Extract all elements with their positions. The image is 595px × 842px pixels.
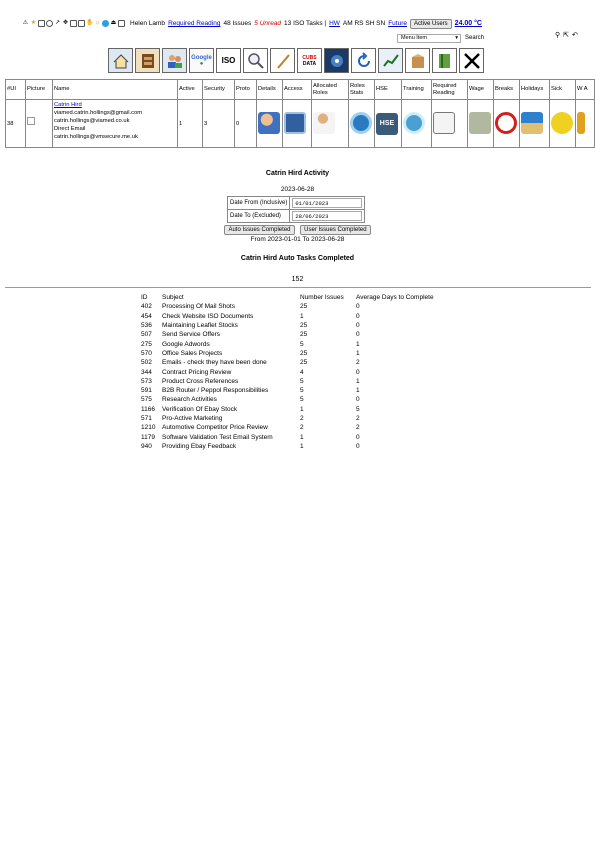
task-subject: Verification Of Ebay Stock xyxy=(162,405,238,413)
column-header: Details xyxy=(257,80,283,100)
column-header: Required Reading xyxy=(432,80,468,100)
table-row xyxy=(141,321,456,330)
magnifier-icon[interactable] xyxy=(243,48,268,73)
column-header: Wage xyxy=(468,80,494,100)
task-number-issues: 2 xyxy=(300,424,304,432)
task-subject: Product Cross References xyxy=(162,377,239,385)
task-average-days: 0 xyxy=(356,396,360,404)
date-range-form xyxy=(227,196,365,223)
column-header: #UI xyxy=(6,80,26,100)
task-id: 591 xyxy=(141,387,152,395)
task-id: 502 xyxy=(141,359,152,367)
open-book-icon[interactable] xyxy=(433,112,455,134)
task-number-issues: 25 xyxy=(300,349,308,357)
user-table-header xyxy=(6,80,595,100)
task-number-issues: 1 xyxy=(300,405,304,413)
wage-cell xyxy=(468,100,494,148)
task-average-days: 0 xyxy=(356,433,360,441)
menu-row xyxy=(397,33,484,43)
user-email-1: viamed.catrin.hollings@gmail.com xyxy=(54,110,143,116)
column-header: Active xyxy=(178,80,203,100)
table-row xyxy=(141,358,456,367)
task-average-days: 2 xyxy=(356,424,360,432)
table-row xyxy=(6,100,595,148)
wand-icon[interactable]: ↗ xyxy=(54,20,61,26)
direct-email-label: Direct Email xyxy=(54,126,86,132)
task-id: 940 xyxy=(141,442,152,450)
task-average-days: 1 xyxy=(356,340,360,348)
star-icon[interactable]: ★ xyxy=(30,20,37,26)
task-number-issues: 1 xyxy=(300,442,304,450)
task-average-days: 1 xyxy=(356,387,360,395)
upload-icon[interactable]: ⏏ xyxy=(110,20,117,26)
task-id: 570 xyxy=(141,349,152,357)
task-subject: Emails - check they have been done xyxy=(162,359,267,367)
refresh-icon[interactable] xyxy=(351,48,376,73)
task-subject: Processing Of Mail Shots xyxy=(162,303,235,311)
google-icon[interactable]: Google ● xyxy=(189,48,214,73)
graph-icon[interactable] xyxy=(378,48,403,73)
column-header: Name xyxy=(53,80,178,100)
table-row xyxy=(141,339,456,348)
column-header: Number Issues xyxy=(300,294,344,302)
alarm-clock-icon[interactable] xyxy=(495,112,517,134)
skype-icon[interactable] xyxy=(102,20,109,27)
date-to-label: Date To (Excluded) xyxy=(228,210,290,223)
menu-item-select[interactable] xyxy=(397,34,461,43)
search-label[interactable]: Search xyxy=(465,35,485,41)
task-id: 1179 xyxy=(141,433,155,441)
training-icon[interactable] xyxy=(403,112,425,134)
user-picture-cell xyxy=(26,100,53,148)
details-cell xyxy=(257,100,283,148)
money-icon[interactable] xyxy=(469,112,491,134)
temperature-link[interactable]: 24.00 °C xyxy=(454,20,482,27)
date-range-text: From 2023-01-01 To 2023-06-28 xyxy=(250,236,345,243)
globe-icon[interactable] xyxy=(46,20,53,27)
future-link[interactable]: Future xyxy=(388,20,407,27)
user-security: 3 xyxy=(203,100,235,148)
user-email-2: catrin.hollings@viamed.co.uk xyxy=(54,118,130,124)
wa-icon[interactable] xyxy=(577,112,585,134)
icon-toolbar xyxy=(108,48,486,73)
table-row xyxy=(141,423,456,432)
task-id: 402 xyxy=(141,303,152,311)
column-header: Average Days to Complete xyxy=(356,294,434,302)
task-number-issues: 5 xyxy=(300,387,304,395)
task-number-issues: 4 xyxy=(300,368,304,376)
auto-issues-completed-button[interactable]: Auto Issues Completed xyxy=(224,225,294,235)
warning-icon[interactable]: ⚠ xyxy=(22,20,29,26)
tasks-table-body xyxy=(141,302,456,451)
menu-item-selected-value: Menu Item xyxy=(401,34,427,41)
task-id: 573 xyxy=(141,377,152,385)
home-icon[interactable] xyxy=(108,48,133,73)
task-number-issues: 25 xyxy=(300,359,308,367)
active-users-button[interactable]: Active Users xyxy=(410,19,452,29)
table-row xyxy=(141,367,456,376)
task-id: 1166 xyxy=(141,405,155,413)
task-number-issues: 5 xyxy=(300,377,304,385)
column-header: W A xyxy=(576,80,595,100)
task-average-days: 0 xyxy=(356,368,360,376)
table-row xyxy=(141,330,456,339)
iso-tasks-count: 13 ISO Tasks | xyxy=(284,20,327,27)
task-average-days: 0 xyxy=(356,442,360,450)
table-row xyxy=(141,432,456,441)
window-icon[interactable] xyxy=(70,20,77,27)
activity-title: Catrin Hird Activity xyxy=(265,170,330,177)
calendar-icon[interactable] xyxy=(118,20,125,27)
close-icon[interactable] xyxy=(459,48,484,73)
data-icon[interactable] xyxy=(297,48,322,73)
users-icon[interactable] xyxy=(162,48,187,73)
column-header: Sick xyxy=(550,80,576,100)
task-average-days: 5 xyxy=(356,405,360,413)
pen-icon[interactable] xyxy=(270,48,295,73)
task-number-issues: 5 xyxy=(300,340,304,348)
column-header: Picture xyxy=(26,80,53,100)
tasks-total-count: 152 xyxy=(291,276,304,283)
date-to-input[interactable]: 28/06/2023 xyxy=(292,211,362,221)
unread-count[interactable]: 5 Unread xyxy=(254,20,282,27)
cabinet-icon[interactable] xyxy=(135,48,160,73)
holidays-cell xyxy=(520,100,550,148)
hw-link[interactable]: HW xyxy=(329,20,340,27)
beach-icon[interactable] xyxy=(521,112,543,134)
chart-icon[interactable] xyxy=(324,48,349,73)
task-average-days: 0 xyxy=(356,312,360,320)
details-icon[interactable] xyxy=(258,112,280,134)
document-icon[interactable] xyxy=(78,20,85,27)
task-average-days: 0 xyxy=(356,322,360,330)
column-header: Access xyxy=(283,80,312,100)
task-number-issues: 25 xyxy=(300,322,308,330)
column-header: Allocated Roles xyxy=(312,80,349,100)
issues-count: 48 Issues xyxy=(223,20,252,27)
task-subject: Check Website ISO Documents xyxy=(162,312,254,320)
settings-icon[interactable]: ✥ xyxy=(62,20,69,26)
task-average-days: 1 xyxy=(356,349,360,357)
user-active: 1 xyxy=(178,100,203,148)
column-header: Roles Stats xyxy=(349,80,375,100)
current-user: Helen Lamb xyxy=(130,20,166,27)
task-number-issues: 2 xyxy=(300,415,304,422)
sick-face-icon[interactable] xyxy=(551,112,573,134)
task-subject: Office Sales Projects xyxy=(162,349,223,357)
activity-date: 2023-06-28 xyxy=(280,186,315,193)
task-average-days: 2 xyxy=(356,359,360,367)
task-subject: Contract Pricing Review xyxy=(162,368,232,376)
required-reading-cell xyxy=(432,100,468,148)
column-header: Security xyxy=(203,80,235,100)
sun-icon[interactable]: ☼ xyxy=(94,20,101,26)
task-number-issues: 25 xyxy=(300,331,308,339)
top-status-bar xyxy=(22,18,592,29)
access-cell xyxy=(283,100,312,148)
task-number-issues: 1 xyxy=(300,433,304,441)
back-arrow-icon[interactable]: ↶ xyxy=(572,32,578,39)
user-proto: 0 xyxy=(235,100,257,148)
task-number-issues: 25 xyxy=(300,303,308,311)
table-row xyxy=(141,302,456,311)
task-average-days: 0 xyxy=(356,303,360,311)
book-icon[interactable] xyxy=(432,48,457,73)
task-number-issues: 5 xyxy=(300,396,304,404)
task-id: 344 xyxy=(141,368,152,376)
task-subject: Pro-Active Marketing xyxy=(162,415,223,422)
date-from-input[interactable]: 01/01/2023 xyxy=(292,198,362,208)
date-from-label: Date From (Inclusive) xyxy=(228,197,290,210)
user-issues-completed-button[interactable]: User Issues Completed xyxy=(300,225,370,235)
column-header: Holidays xyxy=(520,80,550,100)
task-average-days: 0 xyxy=(356,331,360,339)
task-subject: Automotive Competitor Price Review xyxy=(162,424,268,432)
data-icon-label: DATA xyxy=(302,60,317,67)
divider xyxy=(5,287,591,288)
chevron-down-icon: ▾ xyxy=(455,34,458,41)
table-row xyxy=(141,442,456,451)
task-id: 575 xyxy=(141,396,152,404)
search-icon[interactable]: ⚲ xyxy=(555,32,561,39)
iso-icon[interactable]: ISO xyxy=(216,48,241,73)
task-id: 1210 xyxy=(141,424,156,432)
task-subject: B2B Router / Peppol Responsibilities xyxy=(162,387,269,395)
allocated-roles-cell xyxy=(312,100,349,148)
table-row xyxy=(141,349,456,358)
user-name-cell xyxy=(53,100,178,148)
training-cell xyxy=(402,100,432,148)
task-average-days: 2 xyxy=(356,415,360,422)
printer-icon[interactable] xyxy=(38,20,45,27)
table-row xyxy=(141,386,456,395)
sick-cell xyxy=(550,100,576,148)
breaks-cell xyxy=(494,100,520,148)
access-card-icon[interactable] xyxy=(284,112,306,134)
required-reading-link[interactable]: Required Reading xyxy=(168,20,221,27)
task-id: 507 xyxy=(141,331,152,339)
column-header: Subject xyxy=(162,294,184,302)
task-subject: Providing Ebay Feedback xyxy=(162,442,237,450)
user-table xyxy=(5,79,595,148)
table-row xyxy=(141,312,456,321)
hand-icon[interactable]: ✋ xyxy=(86,20,94,26)
column-header: Breaks xyxy=(494,80,520,100)
roles-stats-cell xyxy=(349,100,375,148)
auto-tasks-title: Catrin Hird Auto Tasks Completed xyxy=(240,255,355,262)
table-row xyxy=(141,405,456,414)
external-link-icon[interactable]: ⇱ xyxy=(563,32,570,39)
task-subject: Research Activities xyxy=(162,396,217,404)
table-row xyxy=(141,395,456,404)
utility-icons xyxy=(555,31,578,39)
roles-icon[interactable] xyxy=(313,112,335,134)
hse-cell xyxy=(375,100,402,148)
task-subject: Google Adwords xyxy=(162,340,210,348)
tasks-table-header xyxy=(141,293,456,302)
task-subject: Send Service Offers xyxy=(162,331,221,339)
user-email-3: catrin.hollings@vmsecure.me.uk xyxy=(54,134,138,140)
wa-cell xyxy=(576,100,595,148)
box-icon[interactable] xyxy=(405,48,430,73)
data-icon-sublabel: CUBS xyxy=(302,54,317,61)
task-subject: Software Validation Test Email System xyxy=(162,433,273,441)
task-id: 536 xyxy=(141,322,152,330)
tasks-table xyxy=(141,293,456,451)
broken-image-icon xyxy=(27,117,35,125)
task-subject: Maintaining Leaflet Stocks xyxy=(162,322,238,330)
clock-icon[interactable] xyxy=(350,112,372,134)
task-average-days: 1 xyxy=(356,377,360,385)
hse-icon[interactable]: HSE xyxy=(376,113,398,135)
user-name-link[interactable]: Catrin Hird xyxy=(54,102,82,108)
table-row xyxy=(141,414,456,423)
table-row xyxy=(141,377,456,386)
column-header: HSE xyxy=(375,80,402,100)
column-header: Training xyxy=(402,80,432,100)
column-header: Proto xyxy=(235,80,257,100)
task-number-issues: 1 xyxy=(300,312,304,320)
issues-buttons xyxy=(0,225,595,235)
task-id: 275 xyxy=(141,340,152,348)
google-icon-label: Google xyxy=(191,54,212,61)
user-codes: AM RS SH SN xyxy=(342,20,386,27)
user-id: 38 xyxy=(6,100,26,148)
column-header: ID xyxy=(141,294,148,302)
task-id: 571 xyxy=(141,415,152,422)
task-id: 454 xyxy=(141,312,152,320)
